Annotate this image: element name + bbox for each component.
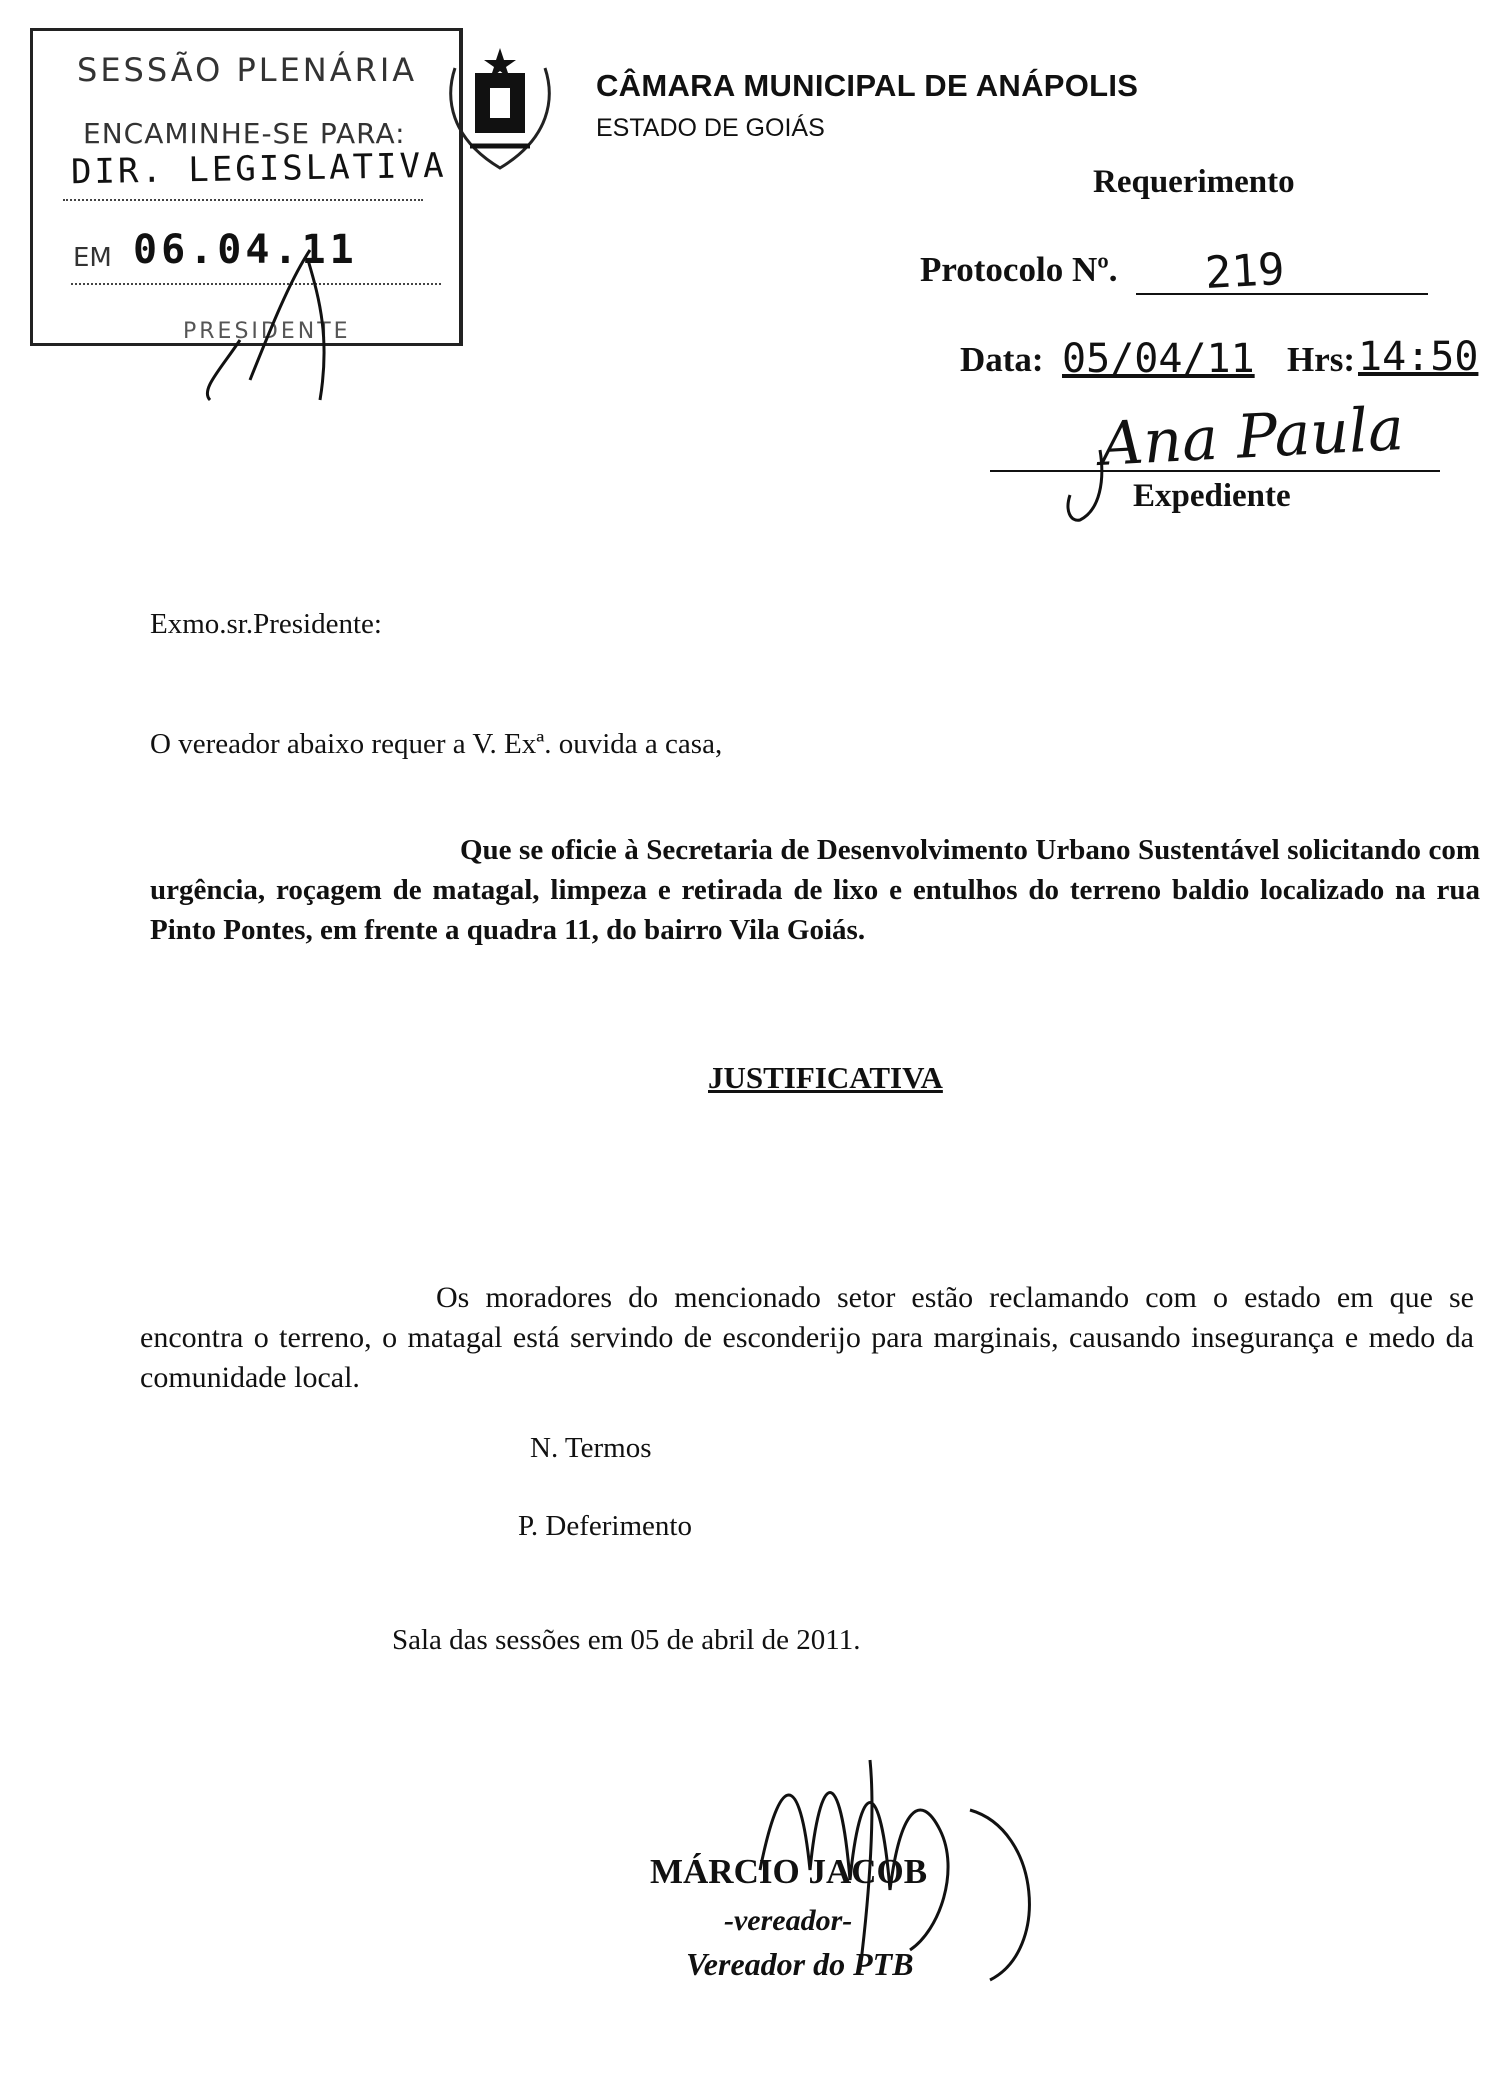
- department-label: Expediente: [1133, 478, 1291, 514]
- date-value: 05/04/11: [1062, 336, 1255, 382]
- stamp-forward-label: ENCAMINHE-SE PARA:: [83, 117, 406, 150]
- institution-name: CÂMARA MUNICIPAL DE ANÁPOLIS: [596, 68, 1139, 103]
- institution-state: ESTADO DE GOIÁS: [596, 114, 825, 142]
- signer-name: MÁRCIO JACOB: [650, 1852, 928, 1891]
- date-label: Data:: [960, 340, 1044, 379]
- stamp-signer-label: PRESIDENTE: [183, 319, 351, 344]
- place-date: Sala das sessões em 05 de abril de 2011.: [392, 1624, 861, 1656]
- time-value: 14:50: [1358, 334, 1479, 380]
- signature-line: [990, 470, 1440, 472]
- request-paragraph: Que se oficie à Secretaria de Desenvolvimento Urbano Sustentável solicitando com urgência, roçagem de matagal, limpeza e retirada de lixo e entulhos do terreno baldio localizado na rua Pinto Pontes, em frente a quadra 11, do bairro Vila Goiás.: [150, 834, 1480, 946]
- time-label: Hrs:: [1287, 340, 1356, 379]
- stamp-date: 06.04.11: [133, 227, 358, 273]
- justification-paragraph: Os moradores do mencionado setor estão reclamando com o estado em que se encontra o terreno, o matagal está servindo de esconderijo para marginais, causando insegurança e medo da comunidade local.: [140, 1281, 1474, 1394]
- document-type: Requerimento: [1093, 164, 1295, 200]
- protocol-number: 219: [1203, 243, 1286, 300]
- signer-party: Vereador do PTB: [686, 1946, 914, 1982]
- intro-paragraph: O vereador abaixo requer a V. Exª. ouvida a casa,: [150, 728, 723, 760]
- stamp-divider: [63, 199, 423, 201]
- signature-flourish: [1060, 440, 1120, 530]
- municipal-crest-icon: [440, 28, 560, 178]
- justification-heading: JUSTIFICATIVA: [708, 1060, 943, 1095]
- signer-role: -vereador-: [724, 1904, 853, 1937]
- receiver-signature: Ana Paula: [1098, 394, 1406, 480]
- protocol-label: Protocolo Nº.: [920, 250, 1118, 289]
- salutation: Exmo.sr.Presidente:: [150, 608, 382, 640]
- closing-deferimento: P. Deferimento: [518, 1510, 692, 1542]
- stamp-signature-scribble: [180, 220, 360, 420]
- closing-termos: N. Termos: [530, 1432, 652, 1464]
- stamp-destination: DIR. LEGISLATIVA: [70, 145, 447, 193]
- stamp-date-label: EM: [73, 243, 112, 273]
- stamp-title: SESSÃO PLENÁRIA: [77, 51, 418, 89]
